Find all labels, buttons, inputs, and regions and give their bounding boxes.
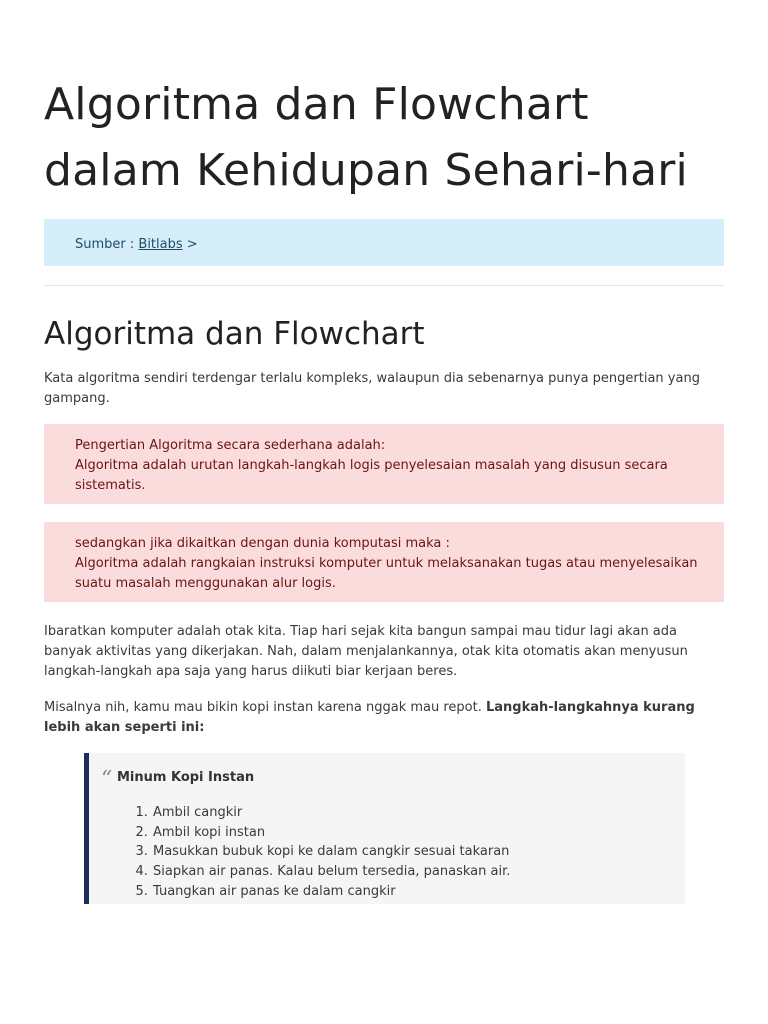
quote-mark-icon: “ bbox=[101, 767, 113, 792]
computing-alert-line1: sedangkan jika dikaitkan dengan dunia komputasi maka : bbox=[75, 536, 450, 551]
recipe-title: Minum Kopi Instan bbox=[117, 770, 255, 785]
list-item: 1. Ambil cangkir bbox=[152, 803, 510, 823]
list-item: 5. Tuangkan air panas ke dalam cangkir bbox=[152, 882, 510, 902]
section-title: Algoritma dan Flowchart bbox=[44, 316, 425, 352]
page-title: Algoritma dan Flowchart dalam Kehidupan Sehari-hari bbox=[44, 79, 688, 196]
list-item: 4. Siapkan air panas. Kalau belum tersedia, panaskan air. bbox=[152, 862, 510, 882]
definition-alert-line2: Algoritma adalah urutan langkah-langkah logis penyelesaian masalah yang disusun secara sistematis. bbox=[75, 458, 668, 493]
source-box bbox=[44, 219, 724, 266]
definition-alert bbox=[44, 424, 724, 504]
definition-alert-line1: Pengertian Algoritma secara sederhana adalah: bbox=[75, 438, 386, 453]
analogy-paragraph: Ibaratkan komputer adalah otak kita. Tiap hari sejak kita bangun sampai mau tidur lagi akan ada banyak aktivitas yang dikerjakan. Nah, dalam menjalankannya, otak kita otomatis akan menyusun langkah-langkah apa saja yang harus diikuti biar kerjaan beres. bbox=[44, 624, 688, 679]
example-bold-text: Langkah-langkahnya kurang lebih akan seperti ini: bbox=[44, 700, 695, 735]
list-item: 2. Ambil kopi instan bbox=[152, 823, 510, 843]
source-suffix: > bbox=[182, 237, 198, 252]
example-paragraph bbox=[44, 698, 724, 738]
divider bbox=[44, 285, 724, 286]
intro-paragraph: Kata algoritma sendiri terdengar terlalu kompleks, walaupun dia sebenarnya punya pengertian yang gampang. bbox=[44, 371, 700, 406]
recipe-blockquote bbox=[84, 753, 685, 904]
computing-alert-line2: Algoritma adalah rangkaian instruksi komputer untuk melaksanakan tugas atau menyelesaikan suatu masalah menggunakan alur logis. bbox=[75, 556, 698, 591]
source-prefix: Sumber : bbox=[75, 237, 139, 252]
computing-alert bbox=[44, 522, 724, 602]
list-item: 3. Masukkan bubuk kopi ke dalam cangkir sesuai takaran bbox=[152, 842, 510, 862]
recipe-steps-list bbox=[128, 803, 510, 902]
source-link[interactable]: Bitlabs bbox=[138, 237, 183, 252]
example-text: Misalnya nih, kamu mau bikin kopi instan karena nggak mau repot. bbox=[44, 700, 486, 715]
